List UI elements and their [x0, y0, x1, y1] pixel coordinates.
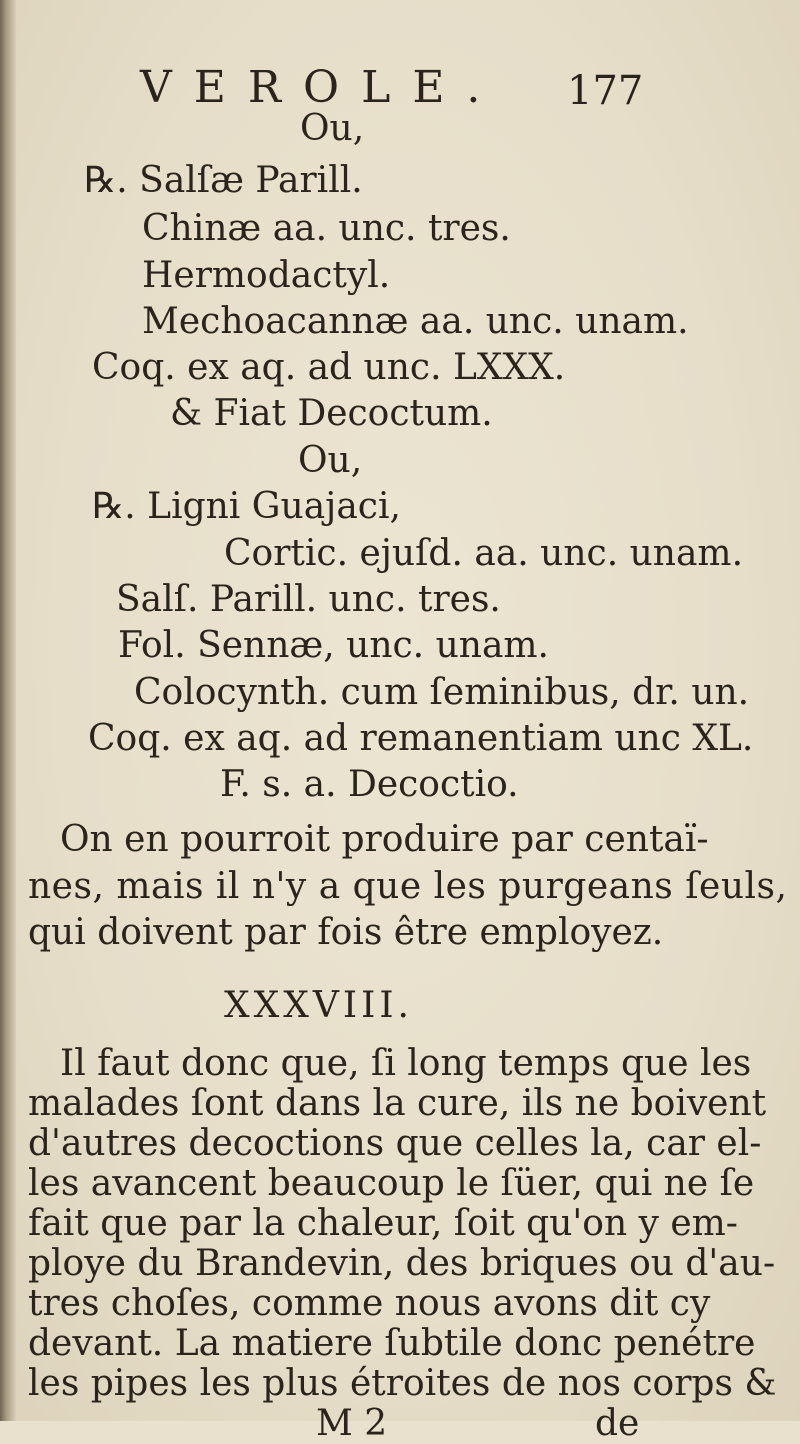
recipe-2-line-2: Cortic. ejuſd. aa. unc. unam. — [224, 533, 744, 574]
running-header: VEROLE. — [140, 62, 503, 113]
recipe-1-line-4: Mechoacannæ aa. unc. unam. — [142, 301, 689, 342]
para2-line-9: les pipes les plus étroites de nos corps & — [28, 1363, 777, 1404]
recipe-2-line-4: Fol. Sennæ, unc. unam. — [118, 625, 549, 666]
para2-line-4: les avancent beaucoup le ſüer, qui ne ſe — [28, 1163, 755, 1204]
catchword: de — [595, 1403, 640, 1444]
para2-line-6: ploye du Brandevin, des briques ou d'au- — [28, 1243, 776, 1284]
page-number: 177 — [567, 68, 644, 114]
recipe-2-line-7: F. s. a. Decoctio. — [220, 764, 519, 805]
para2-line-3: d'autres decoctions que celles la, car el- — [28, 1123, 762, 1164]
section-number: XXXVIII. — [224, 985, 413, 1026]
para2-line-2: malades ſont dans la cure, ils ne boivent — [28, 1083, 767, 1124]
recipe-1-line-3: Hermodactyl. — [142, 255, 391, 296]
recipe-2-line-1: ℞. Ligni Guajaci, — [92, 486, 401, 527]
recipe-2-line-6: Coq. ex aq. ad remanentiam unc XL. — [88, 718, 754, 759]
book-spine-shadow — [0, 0, 16, 1421]
recipe-1-line-5: Coq. ex aq. ad unc. LXXX. — [92, 347, 566, 388]
para1-line-1: On en pourroit produire par centaï- — [60, 819, 709, 860]
recipe-2-line-5: Colocynth. cum ſeminibus, dr. un. — [134, 672, 750, 713]
recipe-1-ou: Ou, — [300, 108, 365, 149]
recipe-2-ou: Ou, — [298, 440, 363, 481]
para2-line-8: devant. La matiere ſubtile donc penétre — [28, 1323, 756, 1364]
para2-line-5: fait que par la chaleur, ſoit qu'on y em- — [28, 1203, 738, 1244]
para2-line-1: Il faut donc que, ſi long temps que les — [60, 1043, 752, 1084]
para1-line-2: nes, mais il n'y a que les purgeans ſeuls, — [28, 866, 788, 907]
recipe-1-line-2: Chinæ aa. unc. tres. — [142, 208, 511, 249]
recipe-1-line-1: ℞. Salſæ Parill. — [84, 160, 363, 201]
signature-mark: M 2 — [316, 1403, 388, 1444]
recipe-2-line-3: Salſ. Parill. unc. tres. — [116, 579, 501, 620]
para2-line-7: tres choſes, comme nous avons dit cy — [28, 1283, 711, 1324]
recipe-1-line-6: & Fiat Decoctum. — [170, 393, 493, 434]
para1-line-3: qui doivent par fois être employez. — [28, 912, 664, 953]
